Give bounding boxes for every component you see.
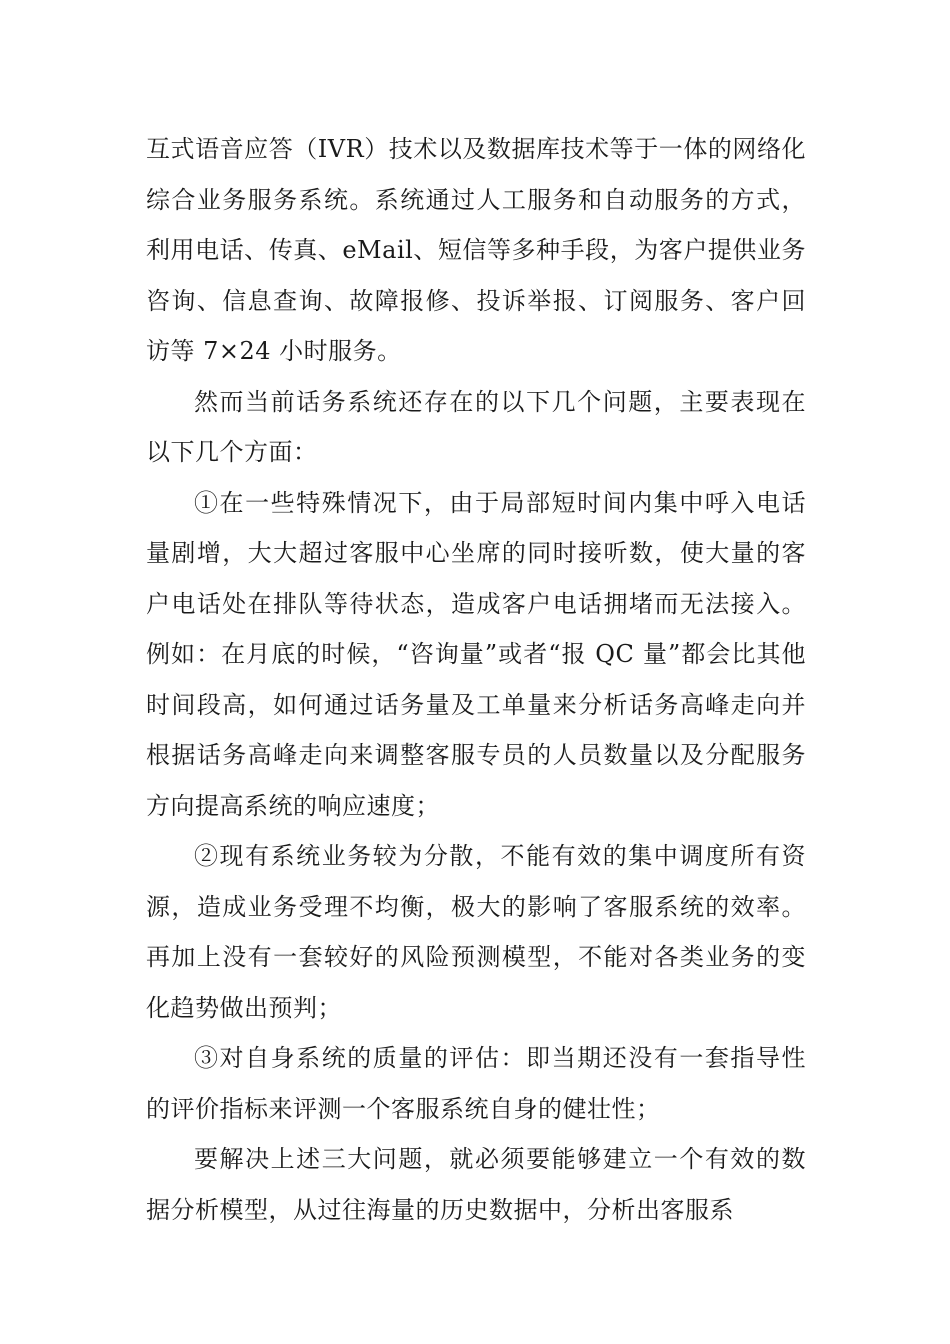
paragraph-solution: 要解决上述三大问题，就必须要能够建立一个有效的数据分析模型，从过往海量的历史数据中，分析出客服系: [146, 1145, 806, 1224]
paragraph-problem-2: ②现有系统业务较为分散，不能有效的集中调度所有资源，造成业务受理不均衡，极大的影响了客服系统的效率。再加上没有一套较好的风险预测模型，不能对各类业务的变化趋势做出预判；: [146, 842, 806, 1022]
paragraph-problem-1: ①在一些特殊情况下，由于局部短时间内集中呼入电话量剧增，大大超过客服中心坐席的同时接听数，使大量的客户电话处在排队等待状态，造成客户电话拥堵而无法接入。例如：在月底的时候，“咨询量”或者“报 QC 量”都会比其他时间段高，如何通过话务量及工单量来分析话务高峰走向并根据话务高峰走向来调整客服专员的人员数量以及分配服务方向提高系统的响应速度；: [146, 488, 806, 820]
paragraph-problem-3: ③对自身系统的质量的评估：即当期还没有一套指导性的评价指标来评测一个客服系统自身的健壮性；: [146, 1044, 806, 1123]
document-body: [146, 124, 806, 1235]
paragraph-continuation: 互式语音应答（IVR）技术以及数据库技术等于一体的网络化综合业务服务系统。系统通过人工服务和自动服务的方式，利用电话、传真、eMail、短信等多种手段，为客户提供业务咨询、信息查询、故障报修、投诉举报、订阅服务、客户回访等 7×24 小时服务。: [146, 135, 806, 365]
paragraph-problems-intro: 然而当前话务系统还存在的以下几个问题，主要表现在以下几个方面：: [146, 387, 806, 466]
